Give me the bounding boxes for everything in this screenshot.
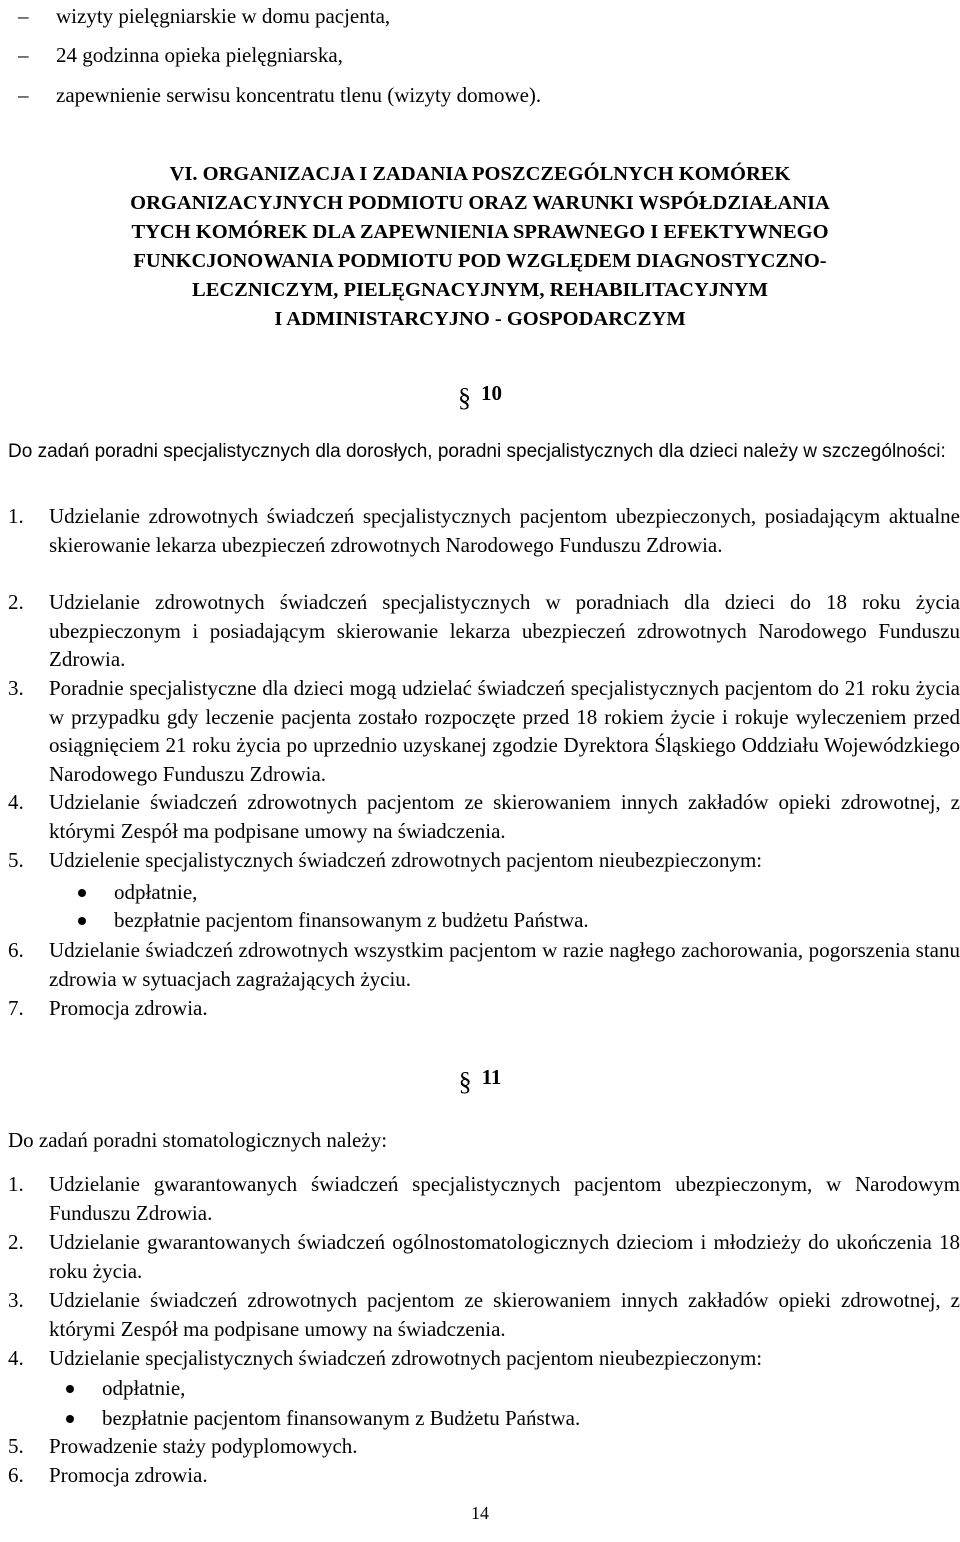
document-page: – wizyty pielęgniarskie w domu pacjenta, – 24 godzinna opieka pielęgniarska, – zapewnienie serwisu koncentratu tlenu (wizyty domowe). VI. ORGANIZACJA I ZADANIA POSZCZEGÓLNYCH KOMÓREK ORGANIZACYJNYCH PODMIOTU ORAZ WARUNKI WSPÓŁDZIAŁANIA TYCH KOMÓREK DLA ZAPEWNIENIA SPRAWNEGO I EFEKTYWNEGO FUNKCJONOWANIA PODMIOTU POD WZGLĘDEM DIAGNOSTYCZNO- LECZNICZYM, PIELĘGNACYJNYM, REHABILITACYJNYM I ADMINISTARCYJNO - GOSPODARCZYM § 10 Do zadań poradni specjalistycznych dla dorosłych, poradni specjalistycznych dla dzieci należy w szczególności: 1. Udzielanie zdrowotnych świadczeń specjalistycznych pacjentom ubezpieczonych, posiadającym aktualne skierowanie lekarza ubezpieczeń zdrowotnych Narodowego Funduszu Zdrowia. 2. Udzielanie zdrowotnych świadczeń specjalistycznych w poradniach dla dzieci do 18 roku życia ubezpieczonym i posiadającym skierowanie lekarza ubezpieczeń zdrowotnych Narodowego Funduszu Zdrowia. 3. Poradnie specjalistyczne dla dzieci mogą udzielać świadczeń specjalistycznych pacjentom do 21 roku życia w przypadku gdy leczenie pacjenta zostało rozpoczęte przed 18 rokiem życie i rokuje wyleczeniem przed osiągnięciem 21 roku życia po uprzednio uzyskanej zgodzie Dyrektora Śląskiego Oddziału Wojewódzkiego Narodowego Funduszu Zdrowia. 4. Udzielanie świadczeń zdrowotnych pacjentom ze skierowaniem innych zakładów opieki zdrowotnej, z którymi Zespół ma podpisane umowy na świadczenia. 5. Udzielenie specjalistycznych świadczeń zdrowotnych pacjentom nieubezpieczonym: odpłatnie, bezpłatnie pacjentom finansowanym z budżetu Państwa. 6. Udzielanie świadczeń zdrowotnych wszystkim pacjentom w razie nagłego zachorowania, pogorszenia stanu zdrowia w sytuacjach zagrażających życiu. 7. Promocja zdrowia. § 11 Do zadań poradni stomatologicznych należy: 1. Udzielanie gwarantowanych świadczeń specjalistycznych pacjentom ubezpieczonym, w Narodowym Funduszu Zdrowia. 2. Udzielanie gwarantowanych świadczeń ogólnostomatologicznych dzieciom i młodzieży do ukończenia 18 roku życia. 3. Udzielanie świadczeń zdrowotnych pacjentom ze skierowaniem innych zakładów opieki zdrowotnej, z którymi Zespół ma podpisane umowy na świadczenia. 4. Udzielanie specjalistycznych świadczeń zdrowotnych pacjentom nieubezpieczonym: odpłatnie, bezpłatnie pacjentom finansowanym z Budżetu Państwa. 5. Prowadzenie staży podyplomowych. 6. Promocja zdrowia. 14 — [0, 0, 960, 1542]
section-sign: § — [458, 383, 471, 412]
heading-line: I ADMINISTARCYJNO - GOSPODARCZYM — [274, 308, 686, 330]
heading-line: FUNKCJONOWANIA PODMIOTU POD WZGLĘDEM DIAGNOSTYCZNO- — [133, 250, 827, 272]
page-number: 14 — [471, 1503, 489, 1523]
list-item: 7. Promocja zdrowia. — [8, 996, 208, 1020]
list-item: 2. Udzielanie zdrowotnych świadczeń specjalistycznych w poradniach dla dzieci do 18 roku życia ubezpieczonym i posiadającym skierowanie lekarza ubezpieczeń zdrowotnych Narodowego Funduszu Zdrowia. — [8, 590, 960, 671]
section-10-mark — [0, 378, 960, 412]
bullet-dot — [78, 889, 86, 897]
bullet-dot — [66, 1385, 74, 1393]
section-11-mark — [0, 1062, 960, 1096]
list-item: 1. Udzielanie zdrowotnych świadczeń specjalistycznych pacjentom ubezpieczonych, posiadającym aktualne skierowanie lekarza ubezpieczeń zdrowotnych Narodowego Funduszu Zdrowia. — [8, 504, 960, 557]
list-item: 6. Promocja zdrowia. — [8, 1463, 208, 1487]
list-item: 3. Udzielanie świadczeń zdrowotnych pacjentom ze skierowaniem innych zakładów opieki zdrowotnej, z którymi Zespół ma podpisane umowy na świadczenia. — [8, 1288, 960, 1341]
section-sign: § — [458, 1067, 472, 1096]
list-item: 4. Udzielanie specjalistycznych świadczeń zdrowotnych pacjentom nieubezpieczonym: — [8, 1346, 763, 1370]
section-number: 10 — [481, 381, 502, 405]
section-10-intro: Do zadań poradni specjalistycznych dla dorosłych, poradni specjalistycznych dla dzieci należy w szczególności: — [8, 441, 946, 462]
bullet-dot — [66, 1415, 74, 1423]
section-number: 11 — [481, 1065, 502, 1089]
heading-line: TYCH KOMÓREK DLA ZAPEWNIENIA SPRAWNEGO I EFEKTYWNEGO — [131, 221, 829, 243]
list-item: 2. Udzielanie gwarantowanych świadczeń ogólnostomatologicznych dzieciom i młodzieży do ukończenia 18 roku życia. — [8, 1230, 960, 1283]
list-item: 6. Udzielanie świadczeń zdrowotnych wszystkim pacjentom w razie nagłego zachorowania, pogorszenia stanu zdrowia w sytuacjach zagrażających życiu. — [8, 938, 960, 991]
bullet-dot — [78, 917, 86, 925]
heading-line: VI. ORGANIZACJA I ZADANIA POSZCZEGÓLNYCH KOMÓREK — [169, 163, 791, 185]
list-item: 5. Udzielenie specjalistycznych świadczeń zdrowotnych pacjentom nieubezpieczonym: — [8, 848, 763, 872]
list-item: 1. Udzielanie gwarantowanych świadczeń specjalistycznych pacjentom ubezpieczonym, w Narodowym Funduszu Zdrowia. — [8, 1172, 960, 1225]
chapter-heading — [0, 160, 960, 334]
section-11-intro: Do zadań poradni stomatologicznych należy: — [8, 1128, 388, 1152]
heading-line: ORGANIZACYJNYCH PODMIOTU ORAZ WARUNKI WSPÓŁDZIAŁANIA — [130, 192, 830, 214]
heading-line: LECZNICZYM, PIELĘGNACYJNYM, REHABILITACYJNYM — [192, 279, 768, 301]
list-item: 5. Prowadzenie staży podyplomowych. — [8, 1434, 358, 1458]
list-item: 3. Poradnie specjalistyczne dla dzieci mogą udzielać świadczeń specjalistycznych pacjentom do 21 roku życia w przypadku gdy leczenie pacjenta zostało rozpoczęte przed 18 rokiem życie i rokuje wyleczeniem przed osiągnięciem 21 roku życia po uprzednio uzyskanej zgodzie Dyrektora Śląskiego Oddziału Wojewódzkiego Narodowego Funduszu Zdrowia. — [8, 676, 960, 786]
list-item: 4. Udzielanie świadczeń zdrowotnych pacjentom ze skierowaniem innych zakładów opieki zdrowotnej, z którymi Zespół ma podpisane umowy na świadczenia. — [8, 790, 960, 843]
